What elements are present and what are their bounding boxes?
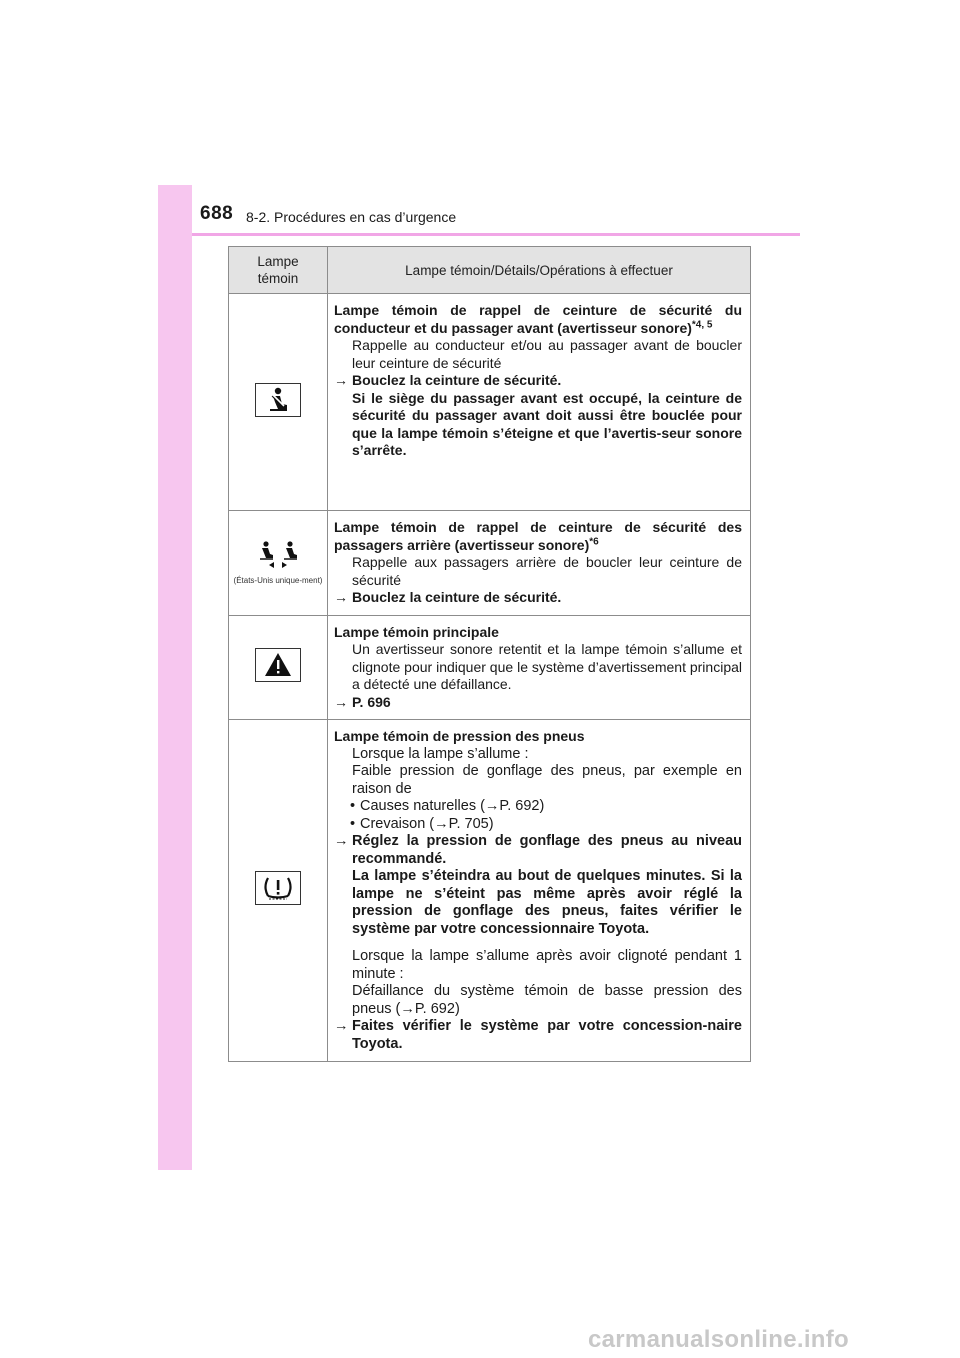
row-description: Rappelle au conducteur et/ou au passager avant de boucler leur ceinture de sécurité (352, 337, 742, 371)
page-ref-link[interactable]: P. 692 (499, 798, 540, 814)
row-note: Si le siège du passager avant est occupé, la ceinture de sécurité du passager avant doit aussi être bouclée pour que la lampe témoin s’éteigne et que l’avertis-seur sonore s’arrête. (352, 389, 742, 458)
row-action: → Bouclez la ceinture de sécurité. (334, 372, 742, 390)
row-title: Lampe témoin de rappel de ceinture de sécurité du conducteur et du passager avant (avertisseur sonore)$^{*4, 5}$ (334, 302, 742, 336)
cause-system-fault: Défaillance du système témoin de basse pression des pneus (→P. 692) (352, 983, 742, 1017)
icon-cell (229, 294, 328, 511)
row-details (328, 720, 751, 1062)
row-details (328, 615, 751, 720)
icon-region-note: (États-Unis unique-ment) (233, 576, 323, 586)
tire-pressure-icon (255, 871, 301, 905)
page-number: 688 (200, 203, 234, 224)
row-details (328, 511, 751, 616)
row-details (328, 294, 751, 511)
icon-cell (229, 511, 328, 616)
icon-cell (229, 615, 328, 720)
icon-cell (229, 720, 328, 1062)
table-row (229, 511, 751, 616)
table-header-row (229, 247, 751, 294)
seatbelt-driver-icon (255, 383, 301, 417)
row-title: Lampe témoin de rappel de ceinture de sécurité des passagers arrière (avertisseur sonore)$^{*6}$ (334, 519, 742, 553)
row-action: → Réglez la pression de gonflage des pneus au niveau recommandé. (334, 833, 742, 868)
row-description: Un avertisseur sonore retentit et la lampe témoin s’allume et clignote pour indiquer que le système d’avertissement principal a détecté une défaillance. (352, 641, 742, 692)
table-row (229, 720, 751, 1062)
row-note: La lampe s’éteindra au bout de quelques minutes. Si la lampe ne s’éteint pas même après avoir réglé la pression de gonflage des pneus, faites vérifier le système par votre concessionnaire Toyota. (352, 868, 742, 937)
page-ref-link[interactable]: P. 705 (448, 815, 489, 832)
row-action: → Bouclez la ceinture de sécurité. (334, 589, 742, 607)
header-rule (192, 233, 800, 236)
master-warning-icon (255, 648, 301, 682)
row-title: Lampe témoin principale (334, 623, 499, 640)
page-ref-link[interactable]: P. 692 (414, 1000, 455, 1017)
col-header-lamp: Lampe témoin (229, 247, 328, 294)
row-title: Lampe témoin de pression des pneus (334, 728, 585, 744)
condition-on: Lorsque la lampe s’allume : (352, 745, 529, 762)
row-description: Rappelle aux passagers arrière de boucler leur ceinture de sécurité (352, 554, 742, 588)
table-row (229, 615, 751, 720)
seatbelt-rear-icon (252, 540, 304, 573)
list-item: • Causes naturelles (→P. 692) (334, 798, 742, 816)
table-row (229, 294, 751, 511)
col-header-details: Lampe témoin/Détails/Opérations à effectuer (328, 247, 751, 294)
row-action-link[interactable]: → P. 696 (334, 694, 742, 712)
section-title: 8-2. Procédures en cas d’urgence (246, 209, 457, 225)
list-item: • Crevaison (→P. 705) (334, 816, 742, 834)
cause-low-pressure: Faible pression de gonflage des pneus, par exemple en raison de (352, 763, 742, 797)
condition-blink: Lorsque la lampe s’allume après avoir clignoté pendant 1 minute : (352, 948, 742, 982)
row-action: → Faites vérifier le système par votre concession-naire Toyota. (334, 1018, 742, 1053)
warning-lights-table (228, 246, 751, 1062)
chapter-side-band (158, 185, 192, 1170)
site-watermark: carmanualsonline.info (588, 1326, 850, 1353)
